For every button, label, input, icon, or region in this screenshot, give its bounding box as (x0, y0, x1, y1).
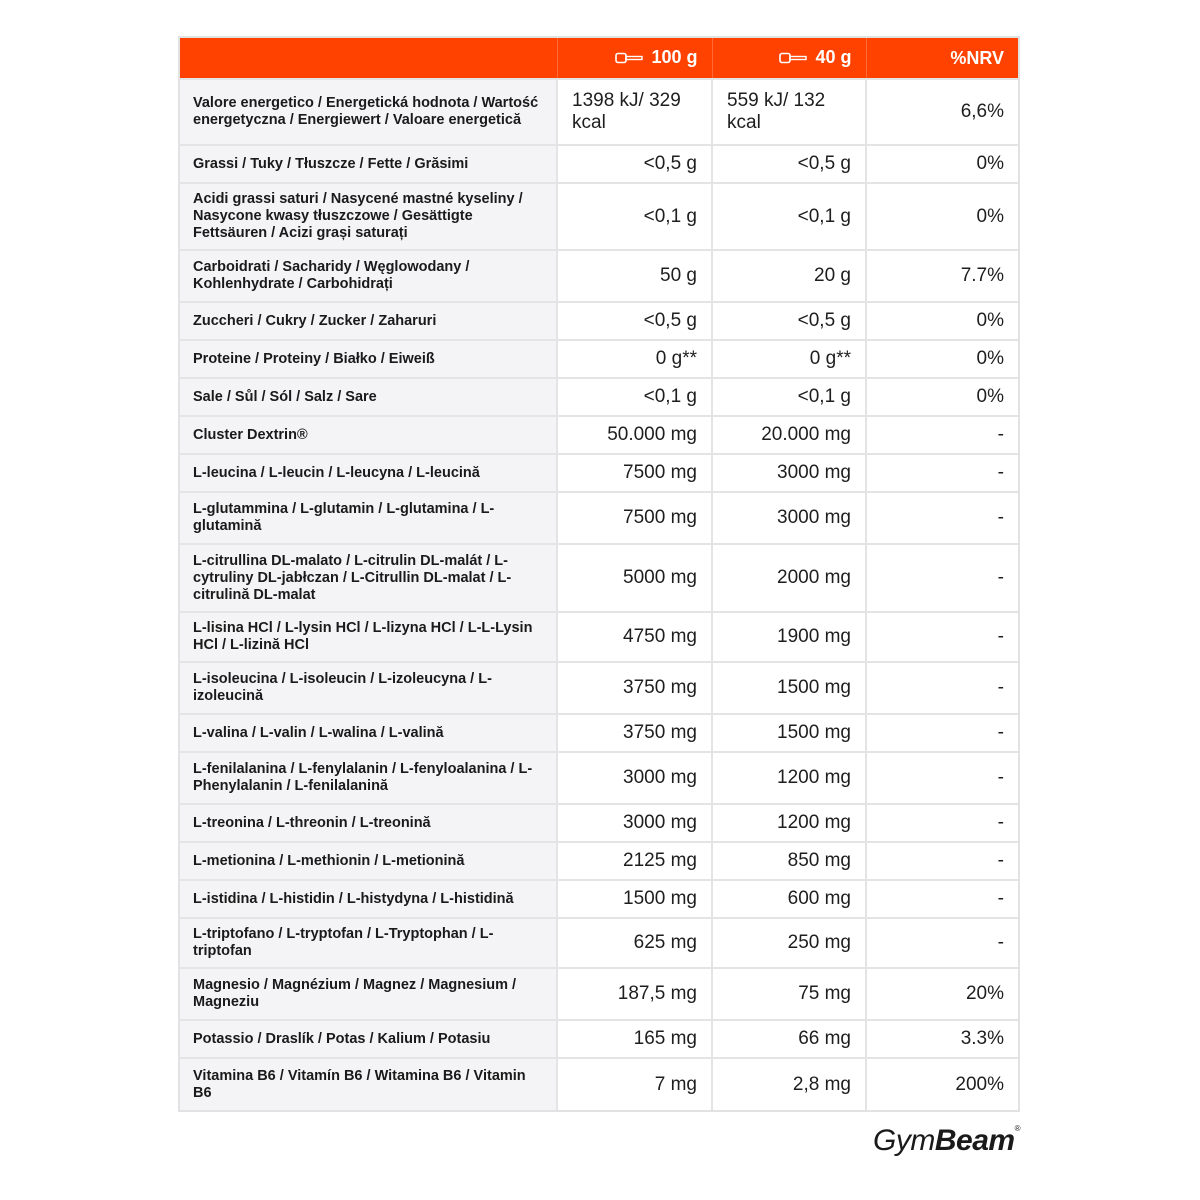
nutrient-name: Zuccheri / Cukry / Zucker / Zaharuri (180, 302, 557, 340)
nutrient-name: L-treonina / L-threonin / L-treonină (180, 804, 557, 842)
value-per-40g: <0,5 g (712, 302, 866, 340)
value-per-100g: 1500 mg (557, 880, 712, 918)
nutrient-name: L-citrullina DL-malato / L-citrulin DL-malát / L-cytruliny DL-jabłczan / L-Citrullin DL-malat / L-citrulină DL-malat (180, 544, 557, 612)
header-per-40g (712, 38, 866, 79)
nutrient-name: Magnesio / Magnézium / Magnez / Magnesium / Magneziu (180, 968, 557, 1020)
value-nrv: 7.7% (866, 250, 1018, 302)
value-nrv: - (866, 842, 1018, 880)
value-per-100g: 3000 mg (557, 752, 712, 804)
nutrient-name: Potassio / Draslík / Potas / Kalium / Potasiu (180, 1020, 557, 1058)
value-nrv: 20% (866, 968, 1018, 1020)
table-row (180, 416, 1018, 454)
nutrient-name: L-metionina / L-methionin / L-metionină (180, 842, 557, 880)
table-row (180, 804, 1018, 842)
nutrient-name: Grassi / Tuky / Tłuszcze / Fette / Grăsimi (180, 145, 557, 183)
value-nrv: - (866, 662, 1018, 714)
value-per-40g: 1200 mg (712, 752, 866, 804)
value-nrv: - (866, 752, 1018, 804)
table-row (180, 183, 1018, 250)
value-per-40g: 0 g** (712, 340, 866, 378)
value-per-100g: 50.000 mg (557, 416, 712, 454)
value-nrv: - (866, 804, 1018, 842)
table-row (180, 752, 1018, 804)
nutrient-name: L-triptofano / L-tryptofan / L-Tryptophan / L-triptofan (180, 918, 557, 968)
scoop-icon (779, 52, 807, 64)
value-per-40g: <0,5 g (712, 145, 866, 183)
value-per-40g: 2,8 mg (712, 1058, 866, 1110)
table-row (180, 79, 1018, 145)
value-nrv: 0% (866, 302, 1018, 340)
nutrient-name: L-istidina / L-histidin / L-histydyna / L-histidină (180, 880, 557, 918)
table-row (180, 1020, 1018, 1058)
nutrition-table-container (178, 36, 1020, 1112)
nutrient-name: Vitamina B6 / Vitamín B6 / Witamina B6 / Vitamin B6 (180, 1058, 557, 1110)
nutrient-name: Valore energetico / Energetická hodnota / Wartość energetyczna / Energiewert / Valoare energetică (180, 79, 557, 145)
value-per-40g: 1500 mg (712, 714, 866, 752)
table-row (180, 340, 1018, 378)
logo-gym: Gym (873, 1124, 935, 1157)
table-row (180, 1058, 1018, 1110)
table-row (180, 454, 1018, 492)
nutrient-name: Carboidrati / Sacharidy / Węglowodany / Kohlenhydrate / Carbohidrați (180, 250, 557, 302)
header-row (180, 38, 1018, 79)
value-per-40g: <0,1 g (712, 183, 866, 250)
table-row (180, 250, 1018, 302)
value-per-40g: 250 mg (712, 918, 866, 968)
header-per-100g-label: 100 g (651, 47, 698, 68)
value-per-40g: <0,1 g (712, 378, 866, 416)
value-per-100g: <0,1 g (557, 378, 712, 416)
nutrient-name: L-leucina / L-leucin / L-leucyna / L-leucină (180, 454, 557, 492)
scoop-icon (615, 52, 643, 64)
header-per-100g (557, 38, 712, 79)
nutrient-name: L-fenilalanina / L-fenylalanin / L-fenyloalanina / L-Phenylalanin / L-fenilalanină (180, 752, 557, 804)
header-nrv: %NRV (866, 38, 1018, 79)
value-per-40g: 850 mg (712, 842, 866, 880)
nutrient-name: L-valina / L-valin / L-walina / L-valină (180, 714, 557, 752)
value-per-100g: 625 mg (557, 918, 712, 968)
value-nrv: - (866, 492, 1018, 544)
nutrient-name: L-glutammina / L-glutamin / L-glutamina / L-glutamină (180, 492, 557, 544)
value-per-100g: 7500 mg (557, 492, 712, 544)
value-per-100g: 7 mg (557, 1058, 712, 1110)
value-per-100g: 7500 mg (557, 454, 712, 492)
table-row (180, 612, 1018, 662)
value-per-40g: 1500 mg (712, 662, 866, 714)
value-per-40g: 600 mg (712, 880, 866, 918)
value-per-100g: 5000 mg (557, 544, 712, 612)
table-body (180, 79, 1018, 1110)
value-nrv: 0% (866, 378, 1018, 416)
value-nrv: 200% (866, 1058, 1018, 1110)
logo-beam: Beam (934, 1124, 1015, 1157)
value-per-100g: 4750 mg (557, 612, 712, 662)
value-nrv: - (866, 454, 1018, 492)
header-per-40g-label: 40 g (815, 47, 852, 68)
value-per-40g: 3000 mg (712, 492, 866, 544)
table-header (180, 38, 1018, 79)
value-nrv: - (866, 416, 1018, 454)
value-per-40g: 2000 mg (712, 544, 866, 612)
table-row (180, 842, 1018, 880)
value-per-40g: 3000 mg (712, 454, 866, 492)
table-row (180, 918, 1018, 968)
table-row (180, 378, 1018, 416)
value-nrv: - (866, 880, 1018, 918)
value-per-100g: <0,5 g (557, 145, 712, 183)
logo-registered: ® (1014, 1124, 1020, 1133)
value-per-40g: 66 mg (712, 1020, 866, 1058)
value-per-40g: 20 g (712, 250, 866, 302)
table-row (180, 145, 1018, 183)
value-per-100g: 2125 mg (557, 842, 712, 880)
nutrient-name: Cluster Dextrin® (180, 416, 557, 454)
value-per-100g: 187,5 mg (557, 968, 712, 1020)
value-per-40g: 1900 mg (712, 612, 866, 662)
value-per-40g: 1200 mg (712, 804, 866, 842)
value-per-100g: 1398 kJ/ 329 kcal (557, 79, 712, 145)
value-nrv: - (866, 918, 1018, 968)
value-nrv: - (866, 714, 1018, 752)
value-per-100g: 3750 mg (557, 714, 712, 752)
value-nrv: 3.3% (866, 1020, 1018, 1058)
value-nrv: - (866, 544, 1018, 612)
table-row (180, 714, 1018, 752)
table-row (180, 302, 1018, 340)
nutrient-name: L-isoleucina / L-isoleucin / L-izoleucyna / L-izoleucină (180, 662, 557, 714)
value-nrv: 0% (866, 183, 1018, 250)
value-per-100g: <0,5 g (557, 302, 712, 340)
table-row (180, 662, 1018, 714)
nutrient-name: Proteine / Proteiny / Białko / Eiweiß (180, 340, 557, 378)
value-per-40g: 75 mg (712, 968, 866, 1020)
value-nrv: 0% (866, 340, 1018, 378)
value-nrv: 0% (866, 145, 1018, 183)
value-nrv: - (866, 612, 1018, 662)
nutrient-name: Sale / Sůl / Sól / Salz / Sare (180, 378, 557, 416)
value-nrv: 6,6% (866, 79, 1018, 145)
header-nutrient (180, 38, 557, 79)
value-per-100g: 3000 mg (557, 804, 712, 842)
table-row (180, 492, 1018, 544)
value-per-100g: 0 g** (557, 340, 712, 378)
nutrient-name: L-lisina HCl / L-lysin HCl / L-lizyna HCl / L-L-Lysin HCl / L-lizină HCl (180, 612, 557, 662)
value-per-40g: 559 kJ/ 132 kcal (712, 79, 866, 145)
value-per-100g: 50 g (557, 250, 712, 302)
value-per-100g: <0,1 g (557, 183, 712, 250)
gymbeam-logo (873, 1124, 1020, 1158)
value-per-40g: 20.000 mg (712, 416, 866, 454)
table-row (180, 968, 1018, 1020)
nutrient-name: Acidi grassi saturi / Nasycené mastné kyseliny / Nasycone kwasy tłuszczowe / Gesättigte Fettsäuren / Acizi grași saturați (180, 183, 557, 250)
table-row (180, 544, 1018, 612)
table-row (180, 880, 1018, 918)
value-per-100g: 165 mg (557, 1020, 712, 1058)
value-per-100g: 3750 mg (557, 662, 712, 714)
nutrition-table (180, 38, 1018, 1110)
